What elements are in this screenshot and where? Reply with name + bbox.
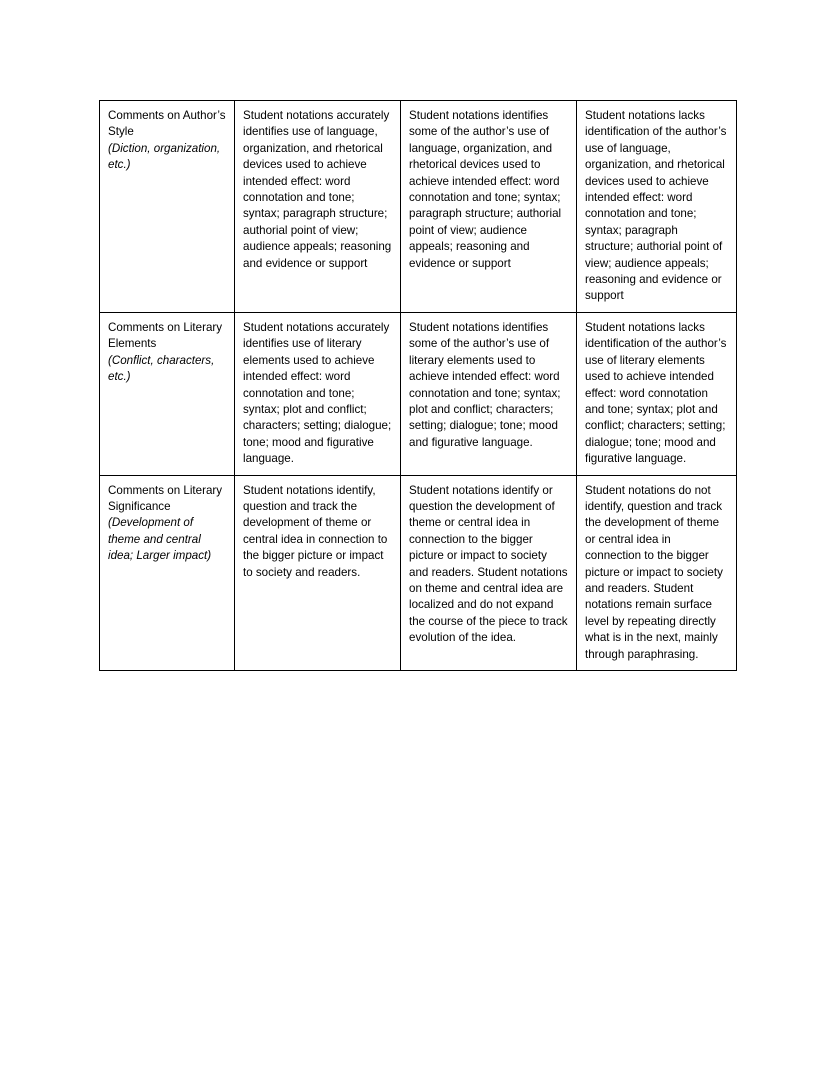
criterion-cell bbox=[100, 475, 235, 670]
criterion-subtitle: (Diction, organization, etc.) bbox=[108, 141, 221, 172]
descriptor-cell-level-2 bbox=[401, 312, 577, 475]
criterion-cell bbox=[100, 312, 235, 475]
table-row bbox=[100, 101, 737, 313]
rubric-table-body bbox=[100, 101, 737, 671]
descriptor-text: Student notations lacks identification of the author’s use of language, organization, and rhetorical devices used to achieve intended effect: word connotation and tone; syntax; paragraph structure; authorial point of view; audience appeals; reasoning and evidence or support bbox=[585, 109, 727, 303]
table-row bbox=[100, 312, 737, 475]
criterion-subtitle: (Conflict, characters, etc.) bbox=[108, 353, 215, 384]
descriptor-cell-level-1 bbox=[235, 475, 401, 670]
criterion-cell bbox=[100, 101, 235, 313]
descriptor-cell-level-3 bbox=[577, 475, 737, 670]
descriptor-cell-level-3 bbox=[577, 101, 737, 313]
descriptor-text: Student notations identify, question and track the development of theme or central idea in connection to the bigger picture or impact to society and readers. bbox=[243, 483, 388, 579]
descriptor-text: Student notations accurately identifies use of language, organization, and rhetorical devices used to achieve intended effect: word connotation and tone; syntax; paragraph structure; authorial point of view; audience appeals; reasoning and evidence or support bbox=[243, 109, 392, 270]
table-row bbox=[100, 475, 737, 670]
rubric-table bbox=[99, 100, 737, 671]
descriptor-cell-level-3 bbox=[577, 312, 737, 475]
criterion-title: Comments on Author’s Style bbox=[108, 109, 226, 139]
descriptor-text: Student notations lacks identification of the author’s use of literary elements used to achieve intended effect: word connotation and tone; syntax; plot and conflict; characters; setting; dialogue; tone; mood and figurative language. bbox=[585, 320, 727, 466]
descriptor-text: Student notations identifies some of the author’s use of literary elements used to achieve intended effect: word connotation and tone; syntax; plot and conflict; characters; setting; dialogue; tone; mood and figurative language. bbox=[409, 320, 561, 449]
criterion-subtitle: (Development of theme and central idea; Larger impact) bbox=[108, 516, 212, 563]
descriptor-text: Student notations identifies some of the author’s use of language, organization, and rhetorical devices used to achieve intended effect: word connotation and tone; syntax; paragraph structure; authorial point of view; audience appeals; reasoning and evidence or support bbox=[409, 109, 562, 270]
descriptor-text: Student notations identify or question the development of theme or central idea in connection to the bigger picture or impact to society and readers. Student notations on theme and central idea are localized and do not expand the course of the piece to track evolution of the idea. bbox=[409, 483, 568, 645]
descriptor-cell-level-1 bbox=[235, 101, 401, 313]
descriptor-cell-level-2 bbox=[401, 475, 577, 670]
descriptor-text: Student notations accurately identifies use of literary elements used to achieve intended effect: word connotation and tone; syntax; plot and conflict; characters; setting; dialogue; tone; mood and figurative language. bbox=[243, 320, 392, 466]
descriptor-cell-level-1 bbox=[235, 312, 401, 475]
descriptor-cell-level-2 bbox=[401, 101, 577, 313]
descriptor-text: Student notations do not identify, question and track the development of theme or central idea in connection to the bigger picture or impact to society and readers. Student notations remain surface level by repeating directly what is in the next, mainly through paraphrasing. bbox=[585, 483, 723, 661]
criterion-title: Comments on Literary Significance bbox=[108, 483, 223, 513]
criterion-title: Comments on Literary Elements bbox=[108, 320, 223, 351]
